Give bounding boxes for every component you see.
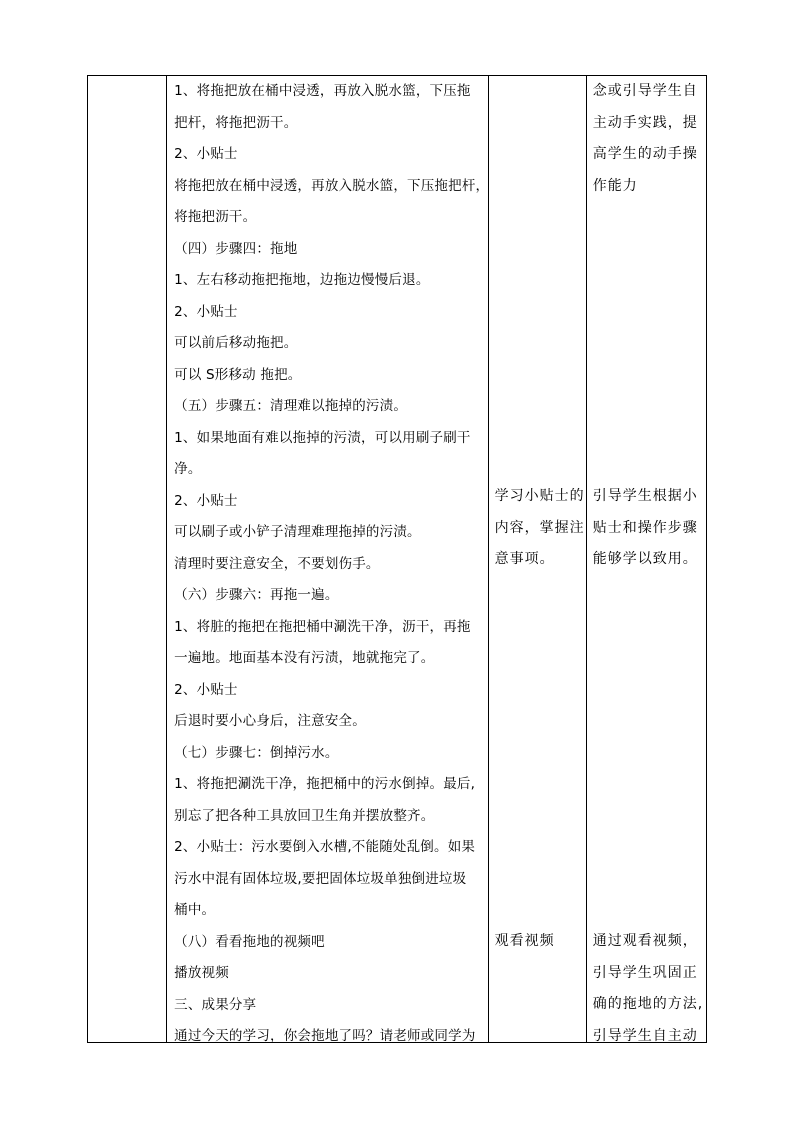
text-line: 念或引导学生自 [592,83,698,99]
text-line: 2、小贴士 [174,304,238,320]
teaching-process-cell [167,76,489,1043]
text-line: 清理时要注意安全，不要划伤手。 [174,556,380,572]
text-line: 三、成果分享 [174,997,257,1013]
student-activity-cell [488,76,586,1043]
text-line: 可以前后移动拖把。 [174,335,298,351]
text-line: 高学生的动手操 [592,146,698,162]
design-intent-cell [586,76,706,1043]
text-line: 能够学以致用。 [592,551,698,567]
text-line: 后退时要小心身后，注意安全。 [174,713,366,729]
text-line: 内容，掌握注 [494,520,585,536]
text-line: 1、左右移动拖把拖地，边拖边慢慢后退。 [174,272,430,288]
text-line: 2、小贴士 [174,146,238,162]
text-line: 1、将脏的拖把在拖把桶中涮洗干净，沥干，再拖 [174,619,471,635]
text-line: 可以刷子或小铲子清理难理拖掉的污渍。 [174,524,421,540]
text-line: （七）步骤七：倒掉污水。 [174,745,339,761]
text-line: 通过今天的学习，你会拖地了吗？请老师或同学为 [174,1028,476,1044]
lesson-plan-table [87,75,707,1043]
text-line: 污水中混有固体垃圾,要把固体垃圾单独倒进垃圾 [174,871,467,887]
text-line: 2、小贴士 [174,493,238,509]
text-line: 可以 S形移动 拖把。 [174,367,302,383]
text-line: 1、将拖把放在桶中浸透，再放入脱水篮，下压拖 [174,83,471,99]
text-line: 把杆，将拖把沥干。 [174,115,298,131]
text-line: 1、如果地面有难以拖掉的污渍，可以用刷子刷干 [174,430,471,446]
text-line: 确的拖地的方法, [592,996,704,1012]
text-line: 引导学生根据小 [592,488,698,504]
text-line: 一遍地。地面基本没有污渍，地就拖完了。 [174,650,435,666]
text-line: 2、小贴士 [174,682,238,698]
text-line: 净。 [174,461,202,477]
text-line: 学习小贴士的 [494,488,585,504]
text-line: 观看视频 [494,933,555,949]
text-line: 作能力 [592,178,638,194]
text-line: 引导学生自主动 [592,1028,698,1044]
text-line: 将拖把放在桶中浸透，再放入脱水篮，下压拖把杆， [174,178,490,194]
text-line: 桶中。 [174,902,216,918]
text-line: 播放视频 [174,965,229,981]
text-line: 将拖把沥干。 [174,209,257,225]
text-line: 1、将拖把涮洗干净，拖把桶中的污水倒掉。最后, [174,776,476,792]
stage-cell [88,76,167,1043]
text-line: 引导学生巩固正 [592,965,698,981]
text-line: （八）看看拖地的视频吧 [174,934,325,950]
text-line: 主动手实践，提 [592,115,698,131]
text-line: 别忘了把各种工具放回卫生角并摆放整齐。 [174,808,435,824]
text-line: 意事项。 [494,551,555,567]
text-line: 2、小贴士：污水要倒入水槽,不能随处乱倒。如果 [174,839,476,855]
text-line: （五）步骤五：清理难以拖掉的污渍。 [174,398,408,414]
table-row [88,76,707,1043]
text-line: 通过观看视频， [592,933,698,949]
text-line: （四）步骤四：拖地 [174,241,298,257]
text-line: 贴士和操作步骤 [592,520,698,536]
text-line: （六）步骤六：再拖一遍。 [174,587,339,603]
